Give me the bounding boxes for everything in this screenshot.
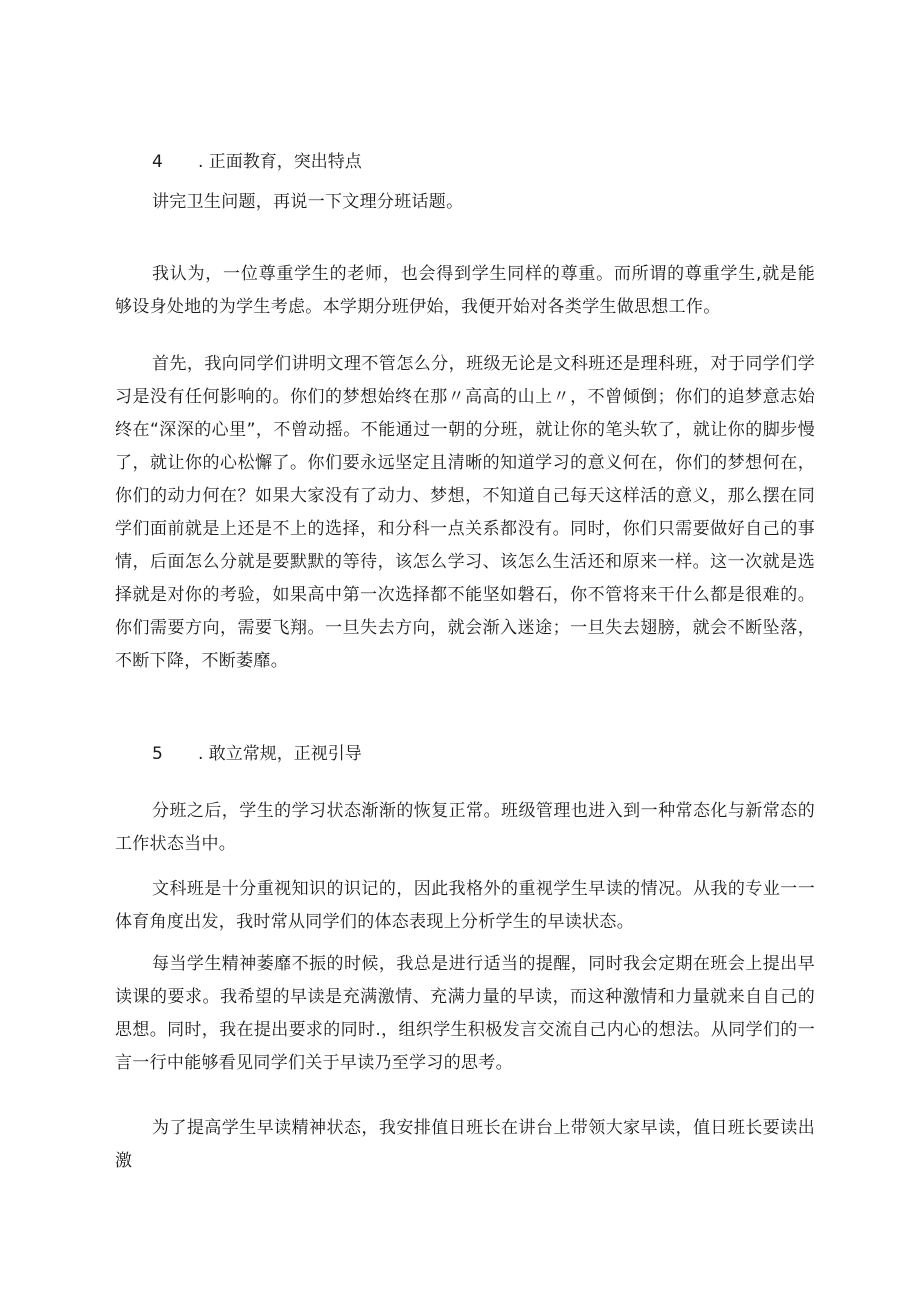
paragraph: 首先，我向同学们讲明文理不管怎么分，班级无论是文科班还是理科班，对于同学们学习是没有任何影响的。你们的梦想始终在那〃高高的山上〃，不曾倾倒；你们的追梦意志始终在“深深的心里”，不曾动摇。不能通过一朝的分班，就让你的笔头软了，就让你的脚步慢了，就让你的心松懈了。你们要永远坚定且清晰的知道学习的意义何在，你们的梦想何在，你们的动力何在？如果大家没有了动力、梦想，不知道自己每天这样活的意义，那么摆在同学们面前就是上还是不上的选择，和分科一点关系都没有。同时，你们只需要做好自己的事情，后面怎么分就是要默默的等待，该怎么学习、该怎么生活还和原来一样。这一次就是选择就是对你的考验，如果高中第一次选择都不能坚如磐石，你不管将来干什么都是很难的。你们需要方向，需要飞翔。一旦失去方向，就会渐入迷途；一旦失去翅膀，就会不断坠落，不断下降，不断萎靡。 <box>115 354 815 671</box>
section-4-number: 4 <box>152 152 163 172</box>
paragraph: 讲完卫生问题，再说一下文理分班话题。 <box>152 192 464 212</box>
paragraph: 每当学生精神萎靡不振的时候，我总是进行适当的提醒，同时我会定期在班会上提出早读课的要求。我希望的早读是充满激情、充满力量的早读，而这种激情和力量就来自自己的思想。同时，我在提出要求的同时.，组织学生积极发言交流自己内心的想法。从同学们的一言一行中能够看见同学们关于早读乃至学习的思考。 <box>115 954 815 1073</box>
paragraph: 文科班是十分重视知识的识记的，因此我格外的重视学生早读的情况。从我的专业一一体育角度出发，我时常从同学们的体态表现上分析学生的早读状态。 <box>115 879 815 932</box>
section-5-title: . 敢立常规，正视引导 <box>198 744 362 764</box>
paragraph: 分班之后，学生的学习状态渐渐的恢复正常。班级管理也进入到一种常态化与新常态的工作状态当中。 <box>115 801 815 854</box>
paragraph: 为了提高学生早读精神状态，我安排值日班长在讲台上带领大家早读，值日班长要读出激 <box>115 1118 815 1171</box>
section-4-heading <box>152 150 362 174</box>
section-5-heading <box>152 742 362 766</box>
paragraph: 我认为，一位尊重学生的老师，也会得到学生同样的尊重。而所谓的尊重学生,就是能够设身处地的为学生考虑。本学期分班伊始，我便开始对各类学生做思想工作。 <box>115 264 815 317</box>
section-5-number: 5 <box>152 744 163 764</box>
section-4-title: . 正面教育，突出特点 <box>198 152 362 172</box>
